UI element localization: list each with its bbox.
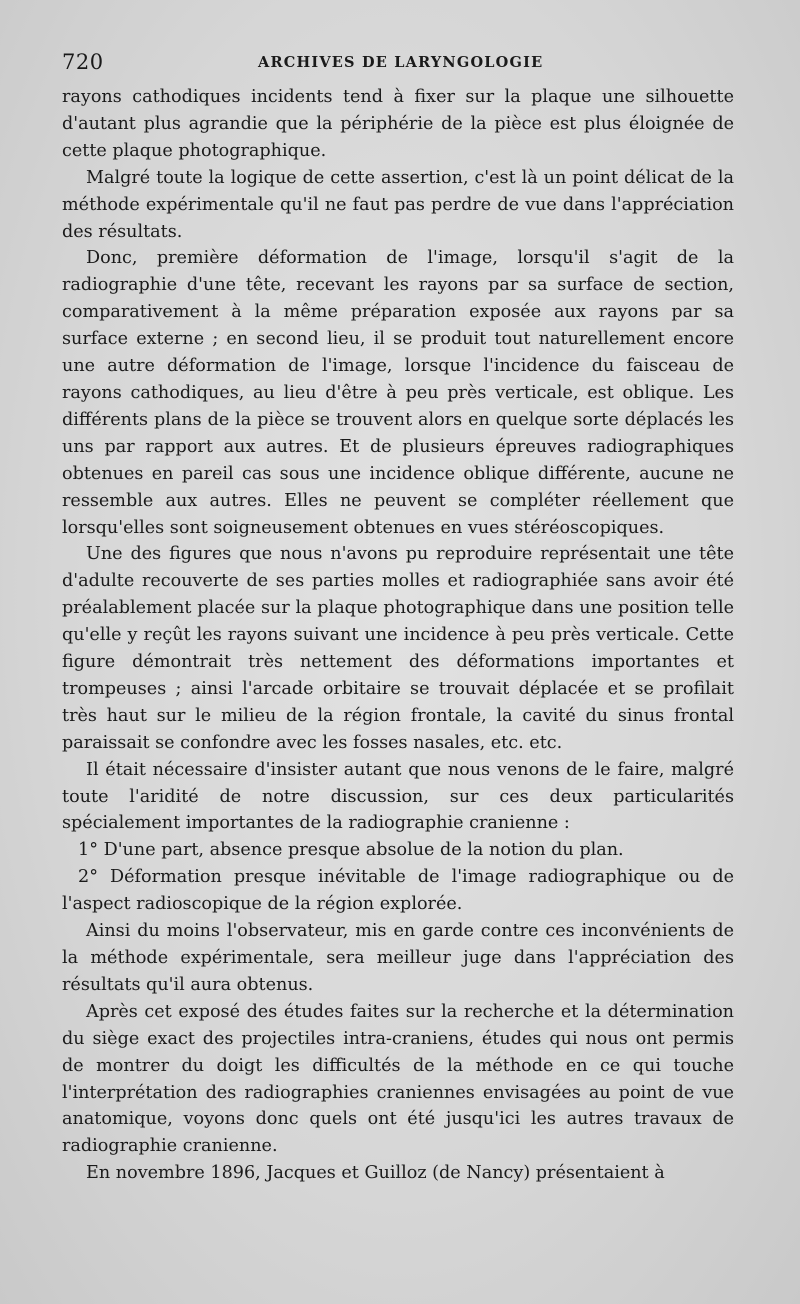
paragraph: Malgré toute la logique de cette assertion, c'est là un point délicat de la méthode expérimentale qu'il ne faut pas perdre de vue dans l'appréciation des résultats. <box>62 167 734 242</box>
list-item: 2° Déformation presque inévitable de l'image radiographique ou de l'aspect radioscopique de la région explorée. <box>62 867 734 915</box>
paragraph: Il était nécessaire d'insister autant que nous venons de le faire, malgré toute l'aridité de notre discussion, sur ces deux particularités spécialement importantes de la radiographie cranienne : <box>62 759 734 834</box>
paragraph: Après cet exposé des études faites sur la recherche et la détermination du siège exact des projectiles intra-craniens, études qui nous ont permis de montrer du doigt les difficultés de la méthode en ce qui touche l'interprétation des radiographies craniennes envisagées au point de vue anatomique, voyons donc quels ont été jusqu'ici les autres travaux de radiographie cranienne. <box>62 1001 734 1157</box>
paragraph-continuation: rayons cathodiques incidents tend à fixer sur la plaque une silhouette d'autant plus agrandie que la périphérie de la pièce est plus éloignée de cette plaque photographique. <box>62 87 734 161</box>
paragraph: Une des figures que nous n'avons pu reproduire représentait une tête d'adulte recouverte de ses parties molles et radiographiée sans avoir été préalablement placée sur la plaque photographique dans une position telle qu'elle y reçût les rayons suivant une incidence à peu près verticale. Cette figure démontrait très nettement des déformations importantes et trompeuses ; ainsi l'arcade orbitaire se trouvait déplacée et se profilait très haut sur le milieu de la région frontale, la cavité du sinus frontal paraissait se confondre avec les fosses nasales, etc. etc. <box>62 544 734 753</box>
running-title: ARCHIVES DE LARYNGOLOGIE <box>258 54 544 71</box>
paragraph: En novembre 1896, Jacques et Guilloz (de Nancy) présentaient à <box>86 1163 665 1184</box>
paragraph: Donc, première déformation de l'image, lorsqu'il s'agit de la radiographie d'une tête, recevant les rayons par sa surface de section, comparativement à la même préparation exposée aux rayons par sa surface externe ; en second lieu, il se produit tout naturellement encore une autre déformation de l'image, lorsque l'incidence du faisceau de rayons cathodiques, au lieu d'être à peu près verticale, est oblique. Les différents plans de la pièce se trouvent alors en quelque sorte déplacés les uns par rapport aux autres. Et de plusieurs épreuves radiographiques obtenues en pareil cas sous une incidence oblique différente, aucune ne ressemble aux autres. Elles ne peuvent se compléter réellement que lorsqu'elles sont soigneusement obtenues en vues stéréoscopiques. <box>62 248 734 538</box>
paragraph: Ainsi du moins l'observateur, mis en garde contre ces inconvénients de la méthode expérimentale, sera meilleur juge dans l'appréciation des résultats qu'il aura obtenus. <box>62 921 734 995</box>
page-number: 720 <box>62 50 104 74</box>
list-item: 1° D'une part, absence presque absolue de la notion du plan. <box>78 840 624 861</box>
page-header <box>62 50 734 80</box>
body-text <box>62 84 734 1187</box>
